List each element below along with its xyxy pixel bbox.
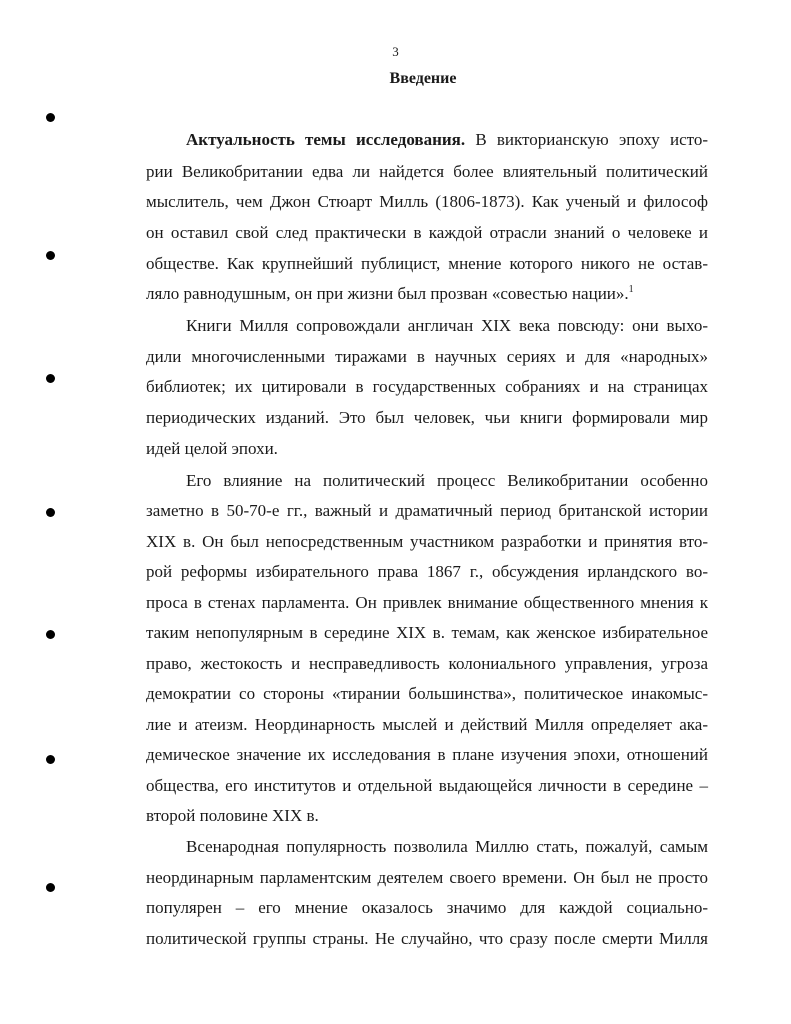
text-line <box>186 129 708 151</box>
text-line: Всенародная популярность позволила Миллю стать, пожалуй, самым <box>186 837 708 856</box>
text-line: периодических изданий. Это был человек, чьи книги формировали мир <box>146 408 708 427</box>
text-line: он оставил свой след практически в каждой отрасли знаний о человеке и <box>146 223 708 242</box>
text-line: лие и атеизм. Неординарность мыслей и действий Милля определяет ака- <box>146 715 708 734</box>
footnote-mark[interactable]: 1 <box>628 284 634 295</box>
text-line: демократии со стороны «тирании большинства», политическое инакомыс- <box>146 684 708 703</box>
text-line: таким непопулярным в середине XIX в. темам, как женское избирательное <box>146 623 708 642</box>
binding-hole <box>46 374 55 383</box>
binding-hole <box>46 113 55 122</box>
text-line: Книги Милля сопровождали англичан XIX века повсюду: они выхо- <box>186 316 708 335</box>
text-fragment: В викторианскую эпоху исто- <box>465 130 709 149</box>
binding-hole <box>46 755 55 764</box>
binding-hole <box>46 883 55 892</box>
text-line: обществе. Как крупнейший публицист, мнение которого никого не остав- <box>146 254 708 273</box>
text-line: политической группы страны. Не случайно, что сразу после смерти Милля <box>146 929 708 948</box>
text-line: право, жестокость и несправедливость колониального управления, угроза <box>146 654 708 673</box>
text-line: XIX в. Он был непосредственным участником разработки и принятия вто- <box>146 532 708 551</box>
lead-phrase: Актуальность темы исследования. <box>186 130 466 149</box>
text-line: Его влияние на политический процесс Великобритании особенно <box>186 471 708 490</box>
binding-hole <box>46 630 55 639</box>
text-line: рии Великобритании едва ли найдется более влиятельный политический <box>146 162 708 181</box>
text-line: общества, его институтов и отдельной выдающейся личности в середине – <box>146 776 708 795</box>
text-line: идей целой эпохи. <box>146 439 278 458</box>
text-line: проса в стенах парламента. Он привлек внимание общественного мнения к <box>146 593 708 612</box>
text-line: демическое значение их исследования в плане изучения эпохи, отношений <box>146 745 708 764</box>
text-line: популярен – его мнение оказалось значимо для каждой социально- <box>146 898 708 917</box>
text-line: библиотек; их цитировали в государственных собраниях и на страницах <box>146 377 708 396</box>
text-line <box>146 283 708 305</box>
text-line: второй половине XIX в. <box>146 806 319 825</box>
text-fragment: ляло равнодушным, он при жизни был прозван «совестью нации». <box>146 284 629 303</box>
text-line: неординарным парламентским деятелем своего времени. Он был не просто <box>146 868 708 887</box>
section-heading: Введение <box>389 70 457 87</box>
text-line: рой реформы избирательного права 1867 г., обсуждения ирландского во- <box>146 562 708 581</box>
binding-hole <box>46 508 55 517</box>
binding-hole <box>46 251 55 260</box>
text-line: дили многочисленными тиражами в научных сериях и для «народных» <box>146 347 708 366</box>
page-number: 3 <box>392 44 399 59</box>
text-line: заметно в 50-70-е гг., важный и драматичный период британской истории <box>146 501 708 520</box>
text-line: мыслитель, чем Джон Стюарт Милль (1806-1873). Как ученый и философ <box>146 192 708 211</box>
